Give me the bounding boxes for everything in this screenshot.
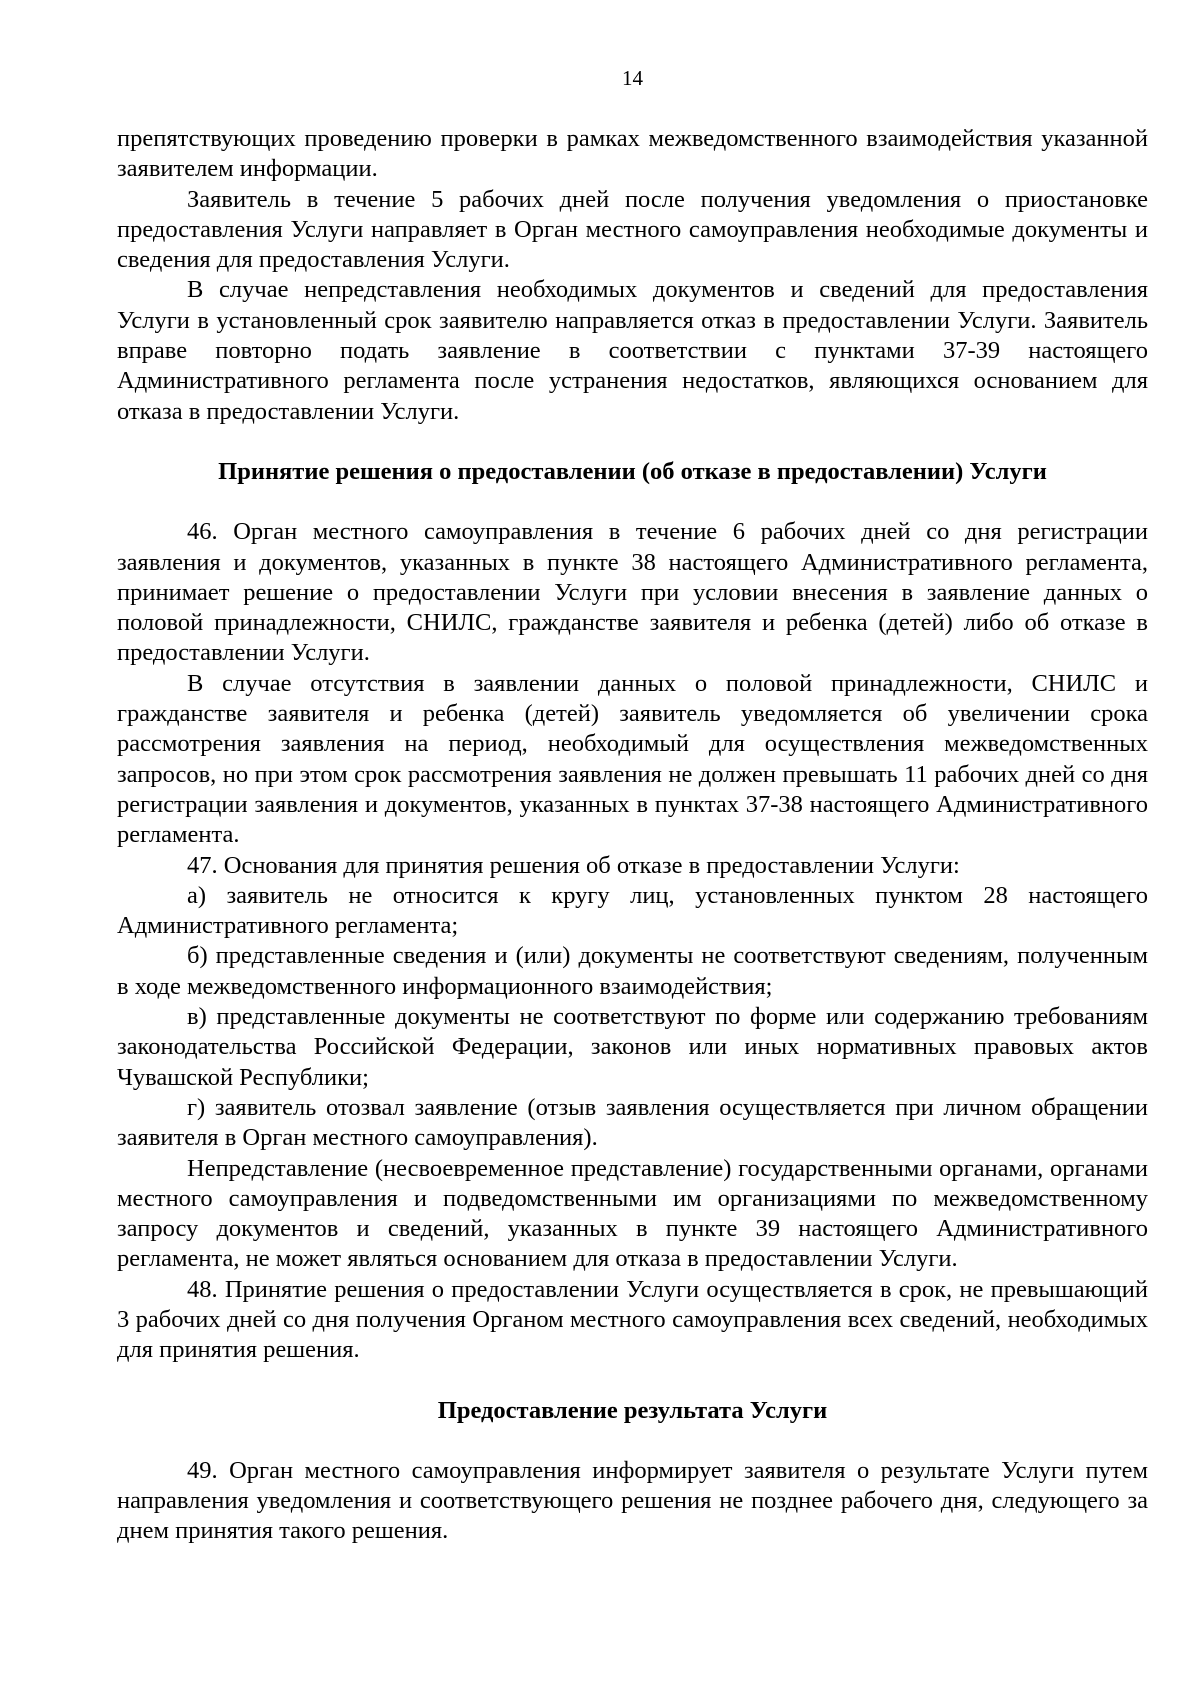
- spacer: [117, 427, 1148, 457]
- paragraph: препятствующих проведению проверки в рамках межведомственного взаимодействия указанной заявителем информации.: [117, 125, 1148, 183]
- paragraph: 46. Орган местного самоуправления в течение 6 рабочих дней со дня регистрации заявления и документов, указанных в пункте 38 настоящего Административного регламента, принимает решение о предоставлении Услуги при условии внесения в заявление данных о половой принадлежности, СНИЛС, гражданстве заявителя и ребенка (детей) либо об отказе в предоставлении Услуги.: [117, 518, 1148, 667]
- list-item: в) представленные документы не соответствуют по форме или содержанию требованиям законодательства Российской Федерации, законов или иных нормативных правовых актов Чувашской Республики;: [117, 1003, 1148, 1091]
- list-item: г) заявитель отозвал заявление (отзыв заявления осуществляется при личном обращении заявителя в Орган местного самоуправления).: [117, 1093, 1148, 1152]
- page-number: 14: [622, 66, 643, 90]
- paragraph: 48. Принятие решения о предоставлении Услуги осуществляется в срок, не превышающий 3 рабочих дней со дня получения Органом местного самоуправления всех сведений, необходимых для принятия решения.: [117, 1275, 1148, 1364]
- paragraph: Непредставление (несвоевременное представление) государственными органами, органами местного самоуправления и подведомственными им организациями по межведомственному запросу документов и сведений, указанных в пункте 39 настоящего Административного регламента, не может являться основанием для отказа в предоставлении Услуги.: [117, 1154, 1148, 1273]
- list-item: а) заявитель не относится к кругу лиц, установленных пунктом 28 настоящего Административного регламента;: [117, 881, 1148, 940]
- spacer: [117, 1366, 1148, 1396]
- section-heading: Принятие решения о предоставлении (об отказе в предоставлении) Услуги: [218, 457, 1047, 485]
- paragraph: 47. Основания для принятия решения об отказе в предоставлении Услуги:: [187, 851, 960, 879]
- paragraph: В случае непредставления необходимых документов и сведений для предоставления Услуги в установленный срок заявителю направляется отказ в предоставлении Услуги. Заявитель вправе повторно подать заявление в соответствии с пунктами 37-39 настоящего Административного регламента после устранения недостатков, являющихся основанием для отказа в предоставлении Услуги.: [117, 276, 1148, 425]
- paragraph: 49. Орган местного самоуправления информирует заявителя о результате Услуги путем направления уведомления и соответствующего решения не позднее рабочего дня, следующего за днем принятия такого решения.: [117, 1456, 1148, 1545]
- paragraph: В случае отсутствия в заявлении данных о половой принадлежности, СНИЛС и гражданстве заявителя и ребенка (детей) заявитель уведомляется об увеличении срока рассмотрения заявления на период, необходимый для осуществления межведомственных запросов, но при этом срок рассмотрения заявления не должен превышать 11 рабочих дней со дня регистрации заявления и документов, указанных в пунктах 37-38 настоящего Административного регламента.: [117, 669, 1148, 849]
- spacer: [117, 1426, 1148, 1456]
- list-item: б) представленные сведения и (или) документы не соответствуют сведениям, полученным в ходе межведомственного информационного взаимодействия;: [117, 942, 1148, 1000]
- section-heading: Предоставление результата Услуги: [437, 1396, 828, 1424]
- paragraph: Заявитель в течение 5 рабочих дней после получения уведомления о приостановке предоставления Услуги направляет в Орган местного самоуправления необходимые документы и сведения для предоставления Услуги.: [117, 185, 1148, 274]
- spacer: [117, 487, 1148, 517]
